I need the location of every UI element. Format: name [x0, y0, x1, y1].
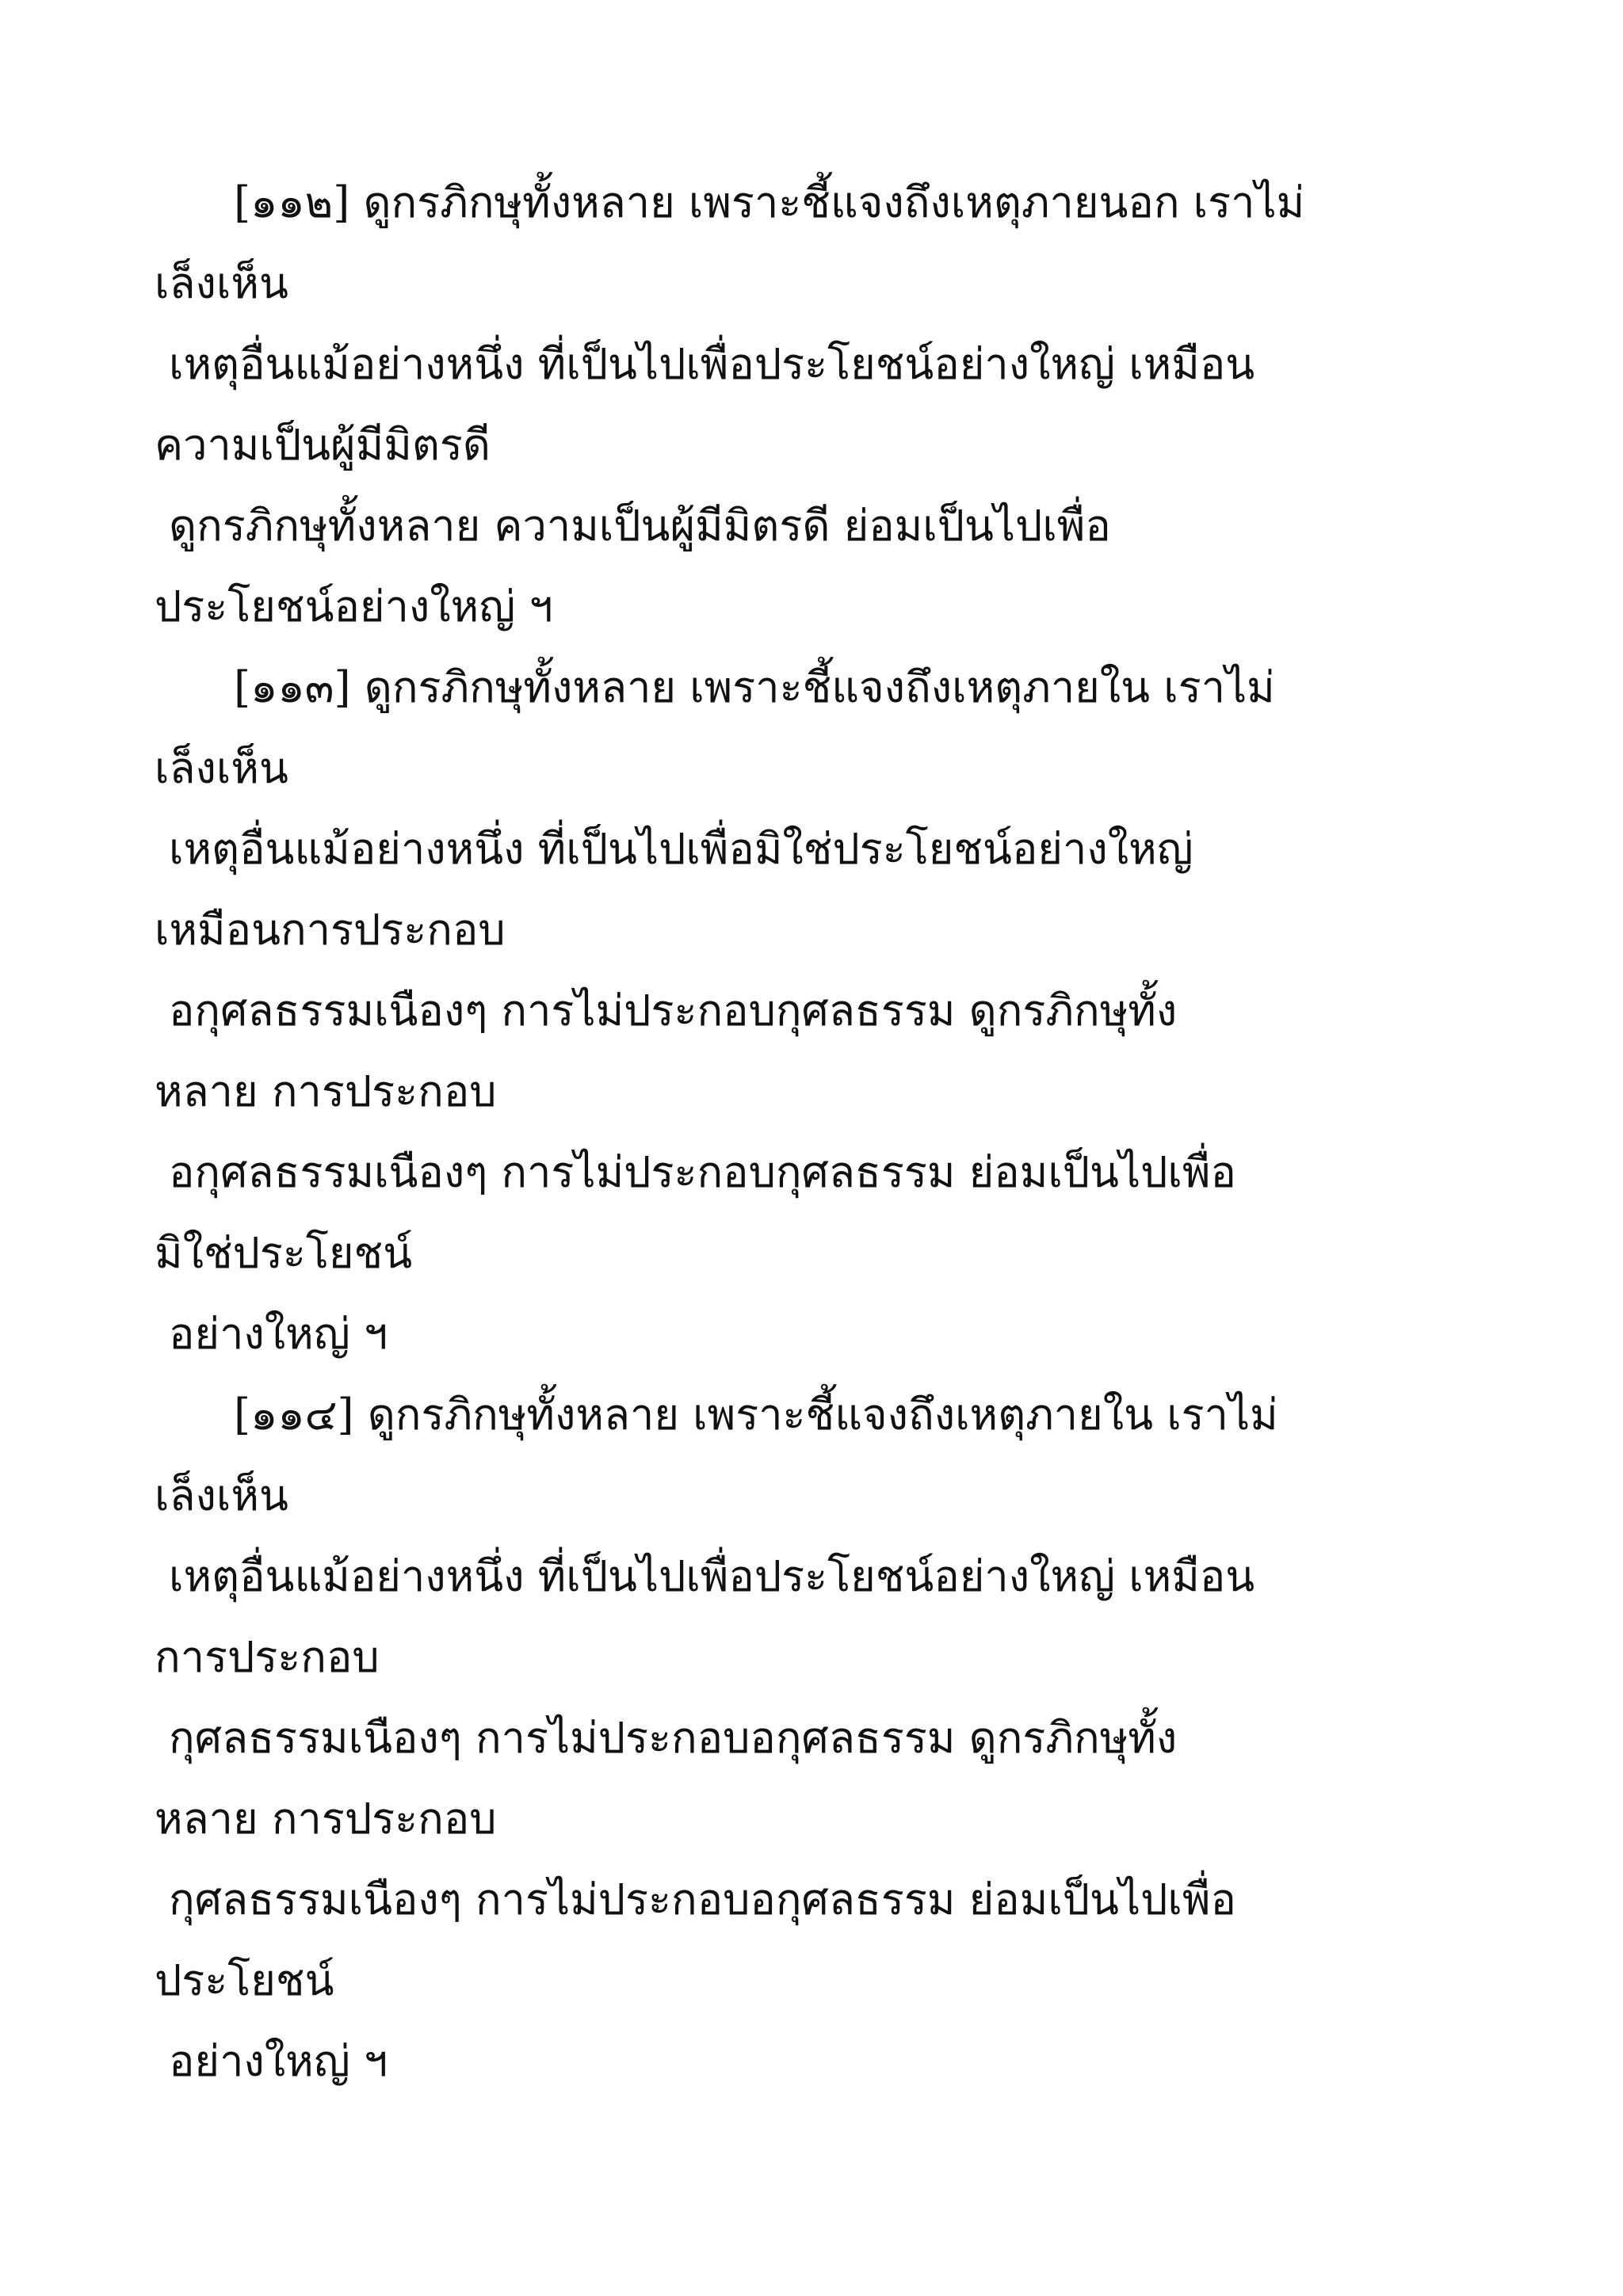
paragraph-113-line-3: เหตุอื่นแม้อย่างหนึ่ง ที่เป็นไปเพื่อมิใช่ประโยชน์อย่างใหญ่	[169, 824, 1193, 874]
paragraph-114-line-3: เหตุอื่นแม้อย่างหนึ่ง ที่เป็นไปเพื่อประโยชน์อย่างใหญ่ เหมือน	[169, 1551, 1255, 1601]
paragraph-113-line-9: อย่างใหญ่ ฯ	[169, 1309, 388, 1359]
paragraph-112-line-2: เล็งเห็น	[155, 258, 288, 308]
paragraph-114-line-5: กุศลธรรมเนืองๆ การไม่ประกอบอกุศลธรรม ดูกรภิกษุทั้ง	[169, 1713, 1178, 1763]
paragraph-113-line-4: เหมือนการประกอบ	[155, 905, 506, 955]
paragraph-114-line-2: เล็งเห็น	[155, 1470, 288, 1520]
paragraph-114-line-4: การประกอบ	[155, 1632, 380, 1682]
paragraph-112-line-3: เหตุอื่นแม้อย่างหนึ่ง ที่เป็นไปเพื่อประโยชน์อย่างใหญ่ เหมือน	[169, 339, 1255, 389]
paragraph-112-line-4: ความเป็นผู้มีมิตรดี	[155, 420, 491, 470]
paragraph-113-line-7: อกุศลธรรมเนืองๆ การไม่ประกอบกุศลธรรม ย่อมเป็นไปเพื่อ	[169, 1147, 1236, 1197]
paragraph-114-line-9: อย่างใหญ่ ฯ	[169, 2036, 388, 2086]
paragraph-113-line-6: หลาย การประกอบ	[155, 1066, 497, 1116]
paragraph-112-line-5: ดูกรภิกษุทั้งหลาย ความเป็นผู้มีมิตรดี ย่อมเป็นไปเพื่อ	[169, 501, 1111, 551]
paragraph-114-line-8: ประโยชน์	[155, 1955, 334, 2005]
paragraph-112-line-6: ประโยชน์อย่างใหญ่ ฯ	[155, 582, 553, 631]
paragraph-113-line-5: อกุศลธรรมเนืองๆ การไม่ประกอบกุศลธรรม ดูกรภิกษุทั้ง	[169, 986, 1178, 1035]
paragraph-113-line-1: [๑๑๓] ดูกรภิกษุทั้งหลาย เพราะชี้แจงถึงเหตุภายใน เราไม่	[234, 662, 1275, 712]
paragraph-114-line-7: กุศลธรรมเนืองๆ การไม่ประกอบอกุศลธรรม ย่อมเป็นไปเพื่อ	[169, 1875, 1236, 1924]
paragraph-114-line-6: หลาย การประกอบ	[155, 1794, 497, 1844]
paragraph-114-line-1: [๑๑๔] ดูกรภิกษุทั้งหลาย เพราะชี้แจงถึงเหตุภายใน เราไม่	[234, 1390, 1278, 1440]
paragraph-113-line-8: มิใช่ประโยชน์	[155, 1228, 413, 1278]
paragraph-112-line-1: [๑๑๒] ดูกรภิกษุทั้งหลาย เพราะชี้แจงถึงเหตุภายนอก เราไม่	[234, 177, 1305, 227]
paragraph-113-line-2: เล็งเห็น	[155, 743, 288, 793]
document-body	[155, 162, 1502, 2102]
